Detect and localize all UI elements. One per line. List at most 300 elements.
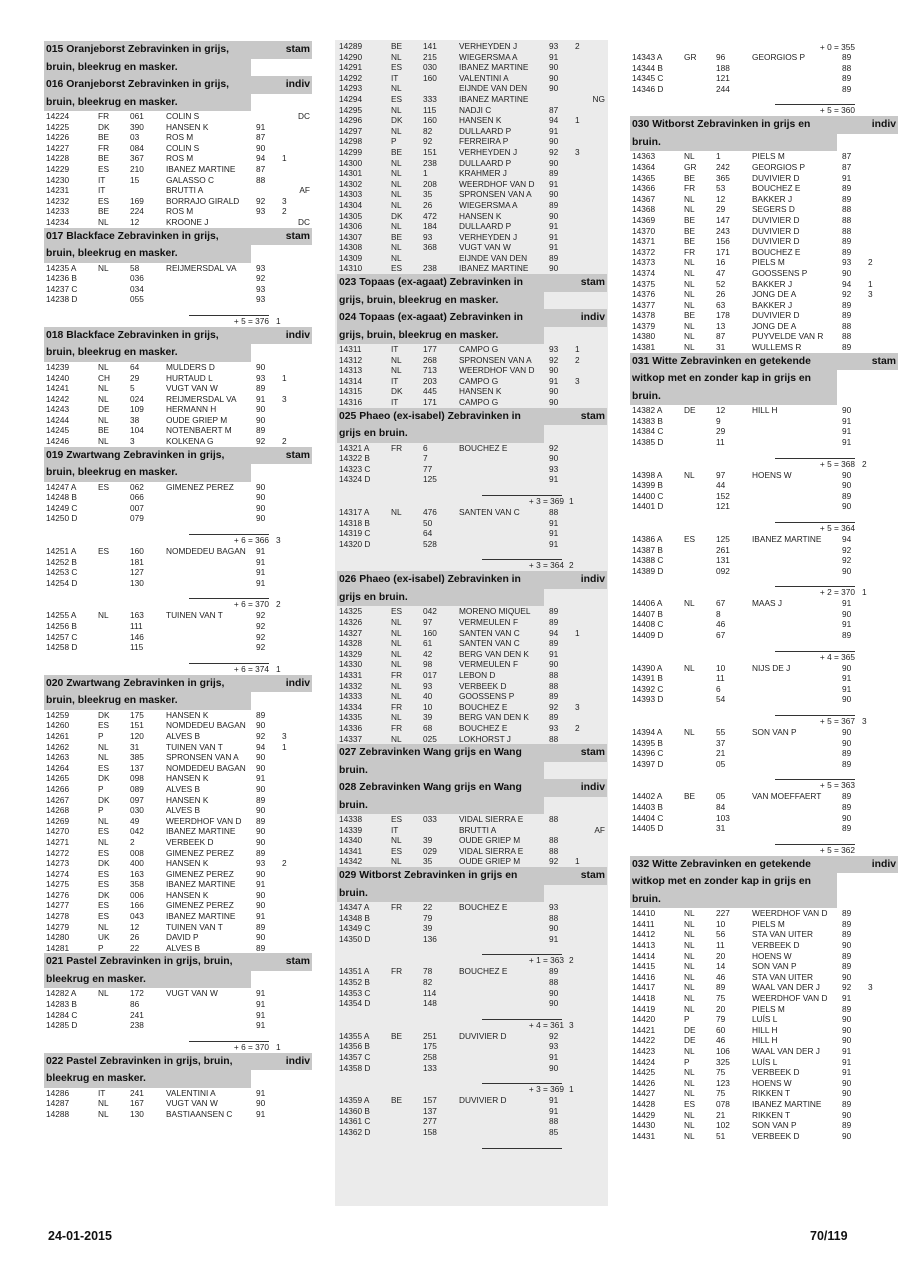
breeder-name: GEORGIOS P <box>752 52 806 62</box>
breeder-name: DULLAARD P <box>459 157 512 168</box>
points: 89 <box>842 950 852 961</box>
remark <box>298 362 312 373</box>
remark <box>884 416 898 427</box>
ring-number: 93 <box>423 680 433 691</box>
points: 94 <box>549 627 559 638</box>
country-code: ES <box>98 481 110 492</box>
ring-number: 097 <box>130 794 144 805</box>
placing <box>575 691 591 702</box>
remark <box>591 474 607 485</box>
placing <box>575 1052 591 1063</box>
placing <box>868 630 884 641</box>
class-header <box>337 309 607 344</box>
remark <box>298 1010 312 1021</box>
country-code: NL <box>98 393 109 404</box>
entry-number: 14290 <box>339 51 363 62</box>
placing: 3 <box>575 701 580 712</box>
breeder-name: TUINEN VAN T <box>166 610 223 621</box>
ring-number: 97 <box>716 469 726 480</box>
points: 89 <box>549 712 559 723</box>
entry-number: 14307 <box>339 231 363 242</box>
ring-number: 8 <box>716 608 721 619</box>
ring-number: 238 <box>130 1020 144 1031</box>
table-row <box>337 539 607 550</box>
breeder-name: DUVIVIER D <box>752 172 800 183</box>
breeder-name <box>752 684 840 695</box>
breeder-name <box>459 464 547 475</box>
table-row <box>337 934 607 945</box>
country-code: P <box>98 730 104 741</box>
remark <box>591 263 607 274</box>
entry-number: 14422 <box>632 1035 656 1046</box>
class-title: 019 Zwartwang Zebravinken in grijs, <box>44 447 312 465</box>
points: 92 <box>256 631 266 642</box>
points: 88 <box>842 62 852 73</box>
breeder-name: NOTENBAERT M <box>166 425 232 436</box>
ring-number: 9 <box>716 415 721 426</box>
entry-number: 14302 <box>339 178 363 189</box>
breeder-name: MAAS J <box>752 598 782 609</box>
class-type-tag: indiv <box>871 858 896 870</box>
country-code: IT <box>391 344 399 355</box>
ring-number: 367 <box>130 153 144 164</box>
table-row <box>337 1127 607 1138</box>
remark <box>591 734 607 745</box>
country-code: NL <box>684 1067 695 1078</box>
table-row <box>44 436 312 447</box>
points: 89 <box>256 815 266 826</box>
remark <box>591 606 607 617</box>
table-row <box>337 1031 607 1042</box>
ring-number: 10 <box>423 701 433 712</box>
class-title: grijs en bruin. <box>337 425 544 443</box>
country-code: GR <box>684 52 697 62</box>
ring-number: 96 <box>716 52 726 62</box>
total-placing: 2 <box>569 560 574 571</box>
country-code: FR <box>684 183 696 194</box>
placing <box>282 111 298 122</box>
country-code <box>684 73 716 84</box>
remark <box>298 773 312 784</box>
country-code: IT <box>391 375 399 386</box>
remark <box>298 922 312 933</box>
points: 92 <box>549 354 559 365</box>
points: 92 <box>256 195 266 206</box>
class-header-line <box>630 891 898 909</box>
remark <box>884 470 898 481</box>
team-total <box>337 1073 607 1095</box>
placing <box>282 175 298 186</box>
class-type-tag: stam <box>285 449 310 461</box>
country-code: BE <box>98 425 110 436</box>
ring-number: 39 <box>423 835 433 846</box>
class-header <box>337 867 607 902</box>
ring-number: 007 <box>130 502 144 513</box>
ring-number: 098 <box>130 773 144 784</box>
breeder-name <box>459 453 547 464</box>
remark <box>884 619 898 630</box>
points: 94 <box>549 115 559 126</box>
remark <box>591 453 607 464</box>
points: 91 <box>842 619 852 630</box>
remark <box>298 837 312 848</box>
remark <box>884 919 898 930</box>
ring-number: 325 <box>716 1056 730 1067</box>
remark <box>591 1106 607 1117</box>
remark <box>591 902 607 913</box>
ring-number: 53 <box>716 183 726 194</box>
points: 92 <box>549 146 559 157</box>
team-total <box>337 944 607 966</box>
entry-number: 14366 <box>632 183 656 194</box>
entry-number: 14303 <box>339 189 363 200</box>
country-code <box>391 934 423 945</box>
total-score: + 6 = 366 <box>233 535 269 546</box>
remark <box>884 194 898 205</box>
table-row <box>630 194 898 205</box>
entry-number: 14401 D <box>632 501 664 512</box>
placing <box>282 999 298 1010</box>
placing <box>575 253 591 264</box>
class-title: bruin. <box>630 891 837 909</box>
breeder-name: SON VAN P <box>752 1120 797 1131</box>
ring-number: 261 <box>716 544 730 555</box>
placing <box>282 122 298 133</box>
ring-number: 84 <box>716 802 726 812</box>
remark <box>884 694 898 705</box>
points: 89 <box>842 236 852 247</box>
ring-number: 26 <box>716 289 726 300</box>
table-row <box>44 795 312 806</box>
ring-number: 368 <box>423 242 437 253</box>
remark <box>298 848 312 859</box>
country-code: NL <box>684 257 695 268</box>
breeder-name <box>752 738 840 749</box>
points: 90 <box>842 565 852 576</box>
entry-number: 14382 A <box>632 405 663 416</box>
country-code: NL <box>684 598 695 609</box>
entry-number: 14418 <box>632 993 656 1004</box>
breeder-name: WAAL VAN DER J <box>752 982 820 993</box>
breeder-name <box>459 1063 547 1074</box>
entry-number: 14362 D <box>339 1126 371 1137</box>
ring-number: 251 <box>423 1030 437 1041</box>
points: 89 <box>842 73 852 84</box>
placing <box>868 1120 884 1131</box>
points: 90 <box>842 727 852 738</box>
entry-number: 14427 <box>632 1088 656 1099</box>
breeder-name <box>166 492 254 503</box>
table-row <box>630 694 898 705</box>
country-code <box>391 988 423 999</box>
ring-number: 12 <box>716 405 726 416</box>
remark <box>884 437 898 448</box>
entry-number: 14228 <box>46 153 70 164</box>
remark <box>591 136 607 147</box>
entry-number: 14370 <box>632 225 656 236</box>
placing <box>282 943 298 954</box>
country-code <box>98 513 130 524</box>
breeder-name: JONG DE A <box>752 320 797 331</box>
breeder-name: GIMENEZ PEREZ <box>166 900 234 911</box>
remark <box>298 742 312 753</box>
remark <box>884 204 898 215</box>
entry-number: 14310 <box>339 263 363 274</box>
country-code: GR <box>684 161 697 172</box>
team-total <box>630 41 898 52</box>
country-code: BE <box>391 146 403 157</box>
placing <box>575 52 591 63</box>
table-row <box>44 492 312 503</box>
remark <box>884 1035 898 1046</box>
breeder-name <box>752 480 840 491</box>
points: 90 <box>256 404 266 415</box>
breeder-name <box>752 619 840 630</box>
class-header-line <box>337 779 607 797</box>
class-header-line <box>44 41 312 59</box>
total-score: + 0 = 355 <box>819 42 855 52</box>
table-row <box>44 773 312 784</box>
points: 91 <box>256 577 266 588</box>
ring-number: 75 <box>716 1067 726 1078</box>
country-code: NL <box>684 1077 695 1088</box>
points: 90 <box>842 1024 852 1035</box>
entry-number: 14298 <box>339 136 363 147</box>
ring-number: 47 <box>716 267 726 278</box>
remark <box>591 158 607 169</box>
entry-number: 14426 <box>632 1077 656 1088</box>
entry-number: 14326 <box>339 616 363 627</box>
ring-number: 31 <box>716 823 726 834</box>
remark <box>298 273 312 284</box>
class-title: bruin, bleekrug en masker. <box>44 464 251 482</box>
team-total <box>630 769 898 791</box>
ring-number: 177 <box>423 344 437 355</box>
breeder-name: GIMENEZ PEREZ <box>166 481 234 492</box>
ring-number <box>130 185 166 196</box>
country-code <box>684 813 716 824</box>
placing <box>575 443 591 454</box>
class-title: bruin. <box>337 797 544 815</box>
class-header-line <box>337 309 607 327</box>
points: 91 <box>549 648 559 659</box>
ring-number: 066 <box>130 492 144 503</box>
remark <box>591 913 607 924</box>
remark <box>298 513 312 524</box>
ring-number: 030 <box>130 805 144 816</box>
ring-number: 79 <box>423 912 433 923</box>
class-header <box>44 1053 312 1088</box>
country-code: NL <box>98 436 109 447</box>
placing <box>868 1078 884 1089</box>
ring-number: 358 <box>130 879 144 890</box>
table-row <box>630 405 898 416</box>
placing <box>868 331 884 342</box>
table-row <box>44 394 312 405</box>
ring-number: 146 <box>130 631 144 642</box>
entry-number: 14293 <box>339 83 363 94</box>
entry-number: 14354 D <box>339 998 371 1009</box>
breeder-name: DUVIVIER D <box>752 225 800 236</box>
ring-number: 156 <box>716 236 730 247</box>
breeder-name <box>752 426 840 437</box>
class-header-line <box>44 1053 312 1071</box>
breeder-name <box>166 284 254 295</box>
remark <box>884 226 898 237</box>
country-code: NL <box>391 835 402 846</box>
points <box>547 825 575 836</box>
points: 90 <box>256 826 266 837</box>
points: 91 <box>842 436 852 447</box>
breeder-name <box>459 528 547 539</box>
entry-number: 14346 D <box>632 83 664 94</box>
table-row <box>337 397 607 408</box>
country-code: NL <box>391 712 402 723</box>
table-row <box>630 1131 898 1142</box>
table-row <box>630 491 898 502</box>
breeder-name <box>752 673 840 684</box>
placing <box>282 795 298 806</box>
total-placing: 3 <box>276 535 281 546</box>
placing <box>282 1109 298 1120</box>
country-code: NL <box>684 204 695 215</box>
team-total <box>630 576 898 598</box>
remark <box>591 723 607 734</box>
breeder-name: OUDE GRIEP M <box>459 835 521 846</box>
ring-number: 151 <box>423 146 437 157</box>
country-code <box>98 557 130 568</box>
ring-number: 036 <box>130 273 144 284</box>
remark <box>884 300 898 311</box>
remark <box>591 977 607 988</box>
country-code: NL <box>391 199 402 210</box>
class-header-line <box>337 762 607 780</box>
placing: 1 <box>575 856 580 867</box>
country-code: NL <box>98 383 109 394</box>
placing <box>868 1131 884 1142</box>
entry-number: 14335 <box>339 712 363 723</box>
points: 90 <box>842 480 852 491</box>
entry-number: 14237 C <box>46 283 78 294</box>
class-title: witkop met en zonder kap in grijs en <box>630 873 837 891</box>
total-placing: 1 <box>569 1084 574 1095</box>
country-code: NL <box>391 680 402 691</box>
breeder-name: BORRAJO GIRALD <box>166 195 240 206</box>
points: 93 <box>256 262 266 273</box>
entry-number: 14296 <box>339 115 363 126</box>
entry-number: 14368 <box>632 204 656 215</box>
ring-number: 29 <box>716 204 726 215</box>
remark <box>591 253 607 264</box>
entry-number: 14392 C <box>632 683 664 694</box>
entry-number: 14236 B <box>46 273 77 284</box>
breeder-name: GOOSSENS P <box>752 267 808 278</box>
breeder-name <box>459 518 547 529</box>
placing <box>282 720 298 731</box>
ring-number: 97 <box>423 616 433 627</box>
placing <box>575 168 591 179</box>
breeder-name: ALVES B <box>166 783 200 794</box>
table-row <box>337 1041 607 1052</box>
placing: 2 <box>282 436 287 447</box>
class-header-line <box>44 245 312 263</box>
points: 92 <box>256 610 266 621</box>
placing <box>282 1088 298 1099</box>
country-code: ES <box>98 879 110 890</box>
ring-number: 60 <box>716 1024 726 1035</box>
total-placing: 2 <box>569 955 574 966</box>
entry-number: 14353 C <box>339 987 371 998</box>
entry-number: 14411 <box>632 918 655 929</box>
remark <box>298 610 312 621</box>
class-title: grijs, bruin, bleekrug en masker. <box>337 327 544 345</box>
table-row <box>630 173 898 184</box>
remark <box>591 628 607 639</box>
ring-number: 13 <box>716 320 726 331</box>
breeder-name: VAN MOEFFAERT <box>752 791 822 802</box>
breeder-name: BOUCHEZ E <box>459 442 508 453</box>
points: 90 <box>842 812 852 823</box>
entry-number: 14364 <box>632 161 656 172</box>
placing: 1 <box>868 278 873 289</box>
placing <box>282 922 298 933</box>
points: 91 <box>256 988 266 999</box>
breeder-name: GALASSO C <box>166 174 214 185</box>
ring-number: 1 <box>716 151 721 162</box>
ring-number: 029 <box>423 845 437 856</box>
ring-number: 152 <box>716 490 730 501</box>
points: 90 <box>549 210 559 221</box>
table-row <box>44 1020 312 1031</box>
ring-number: 50 <box>423 517 433 528</box>
remark <box>884 791 898 802</box>
breeder-name: REIJMERSDAL VA <box>166 393 237 404</box>
points: 91 <box>842 993 852 1004</box>
country-code: ES <box>98 911 110 922</box>
placing <box>575 200 591 211</box>
placing <box>575 211 591 222</box>
table-row <box>337 344 607 355</box>
table-row <box>337 518 607 529</box>
country-code: NL <box>684 278 695 289</box>
table-row <box>630 823 898 834</box>
points: 91 <box>256 567 266 578</box>
class-title: 018 Blackface Zebravinken in grijs, <box>44 327 312 345</box>
entry-number: 14431 <box>632 1130 656 1141</box>
remark <box>298 1098 312 1109</box>
points: 90 <box>549 998 559 1009</box>
remark <box>298 415 312 426</box>
entry-number: 14345 C <box>632 73 664 84</box>
entry-number: 14238 D <box>46 294 78 305</box>
placing <box>282 415 298 426</box>
table-row <box>630 300 898 311</box>
ring-number: 12 <box>130 921 140 932</box>
country-code: NL <box>684 1109 695 1120</box>
total-placing: 2 <box>276 599 281 610</box>
total-score: + 2 = 370 <box>819 587 855 598</box>
country-code: IT <box>98 174 106 185</box>
country-code: ES <box>391 606 403 617</box>
table-row <box>630 972 898 983</box>
entry-number: 14291 <box>339 62 363 73</box>
remark <box>298 503 312 514</box>
country-code: NL <box>684 1046 695 1056</box>
table-row <box>44 1098 312 1109</box>
points: 88 <box>842 331 852 342</box>
country-code: BE <box>684 172 696 183</box>
breeder-name: HOENS W <box>752 1077 792 1088</box>
